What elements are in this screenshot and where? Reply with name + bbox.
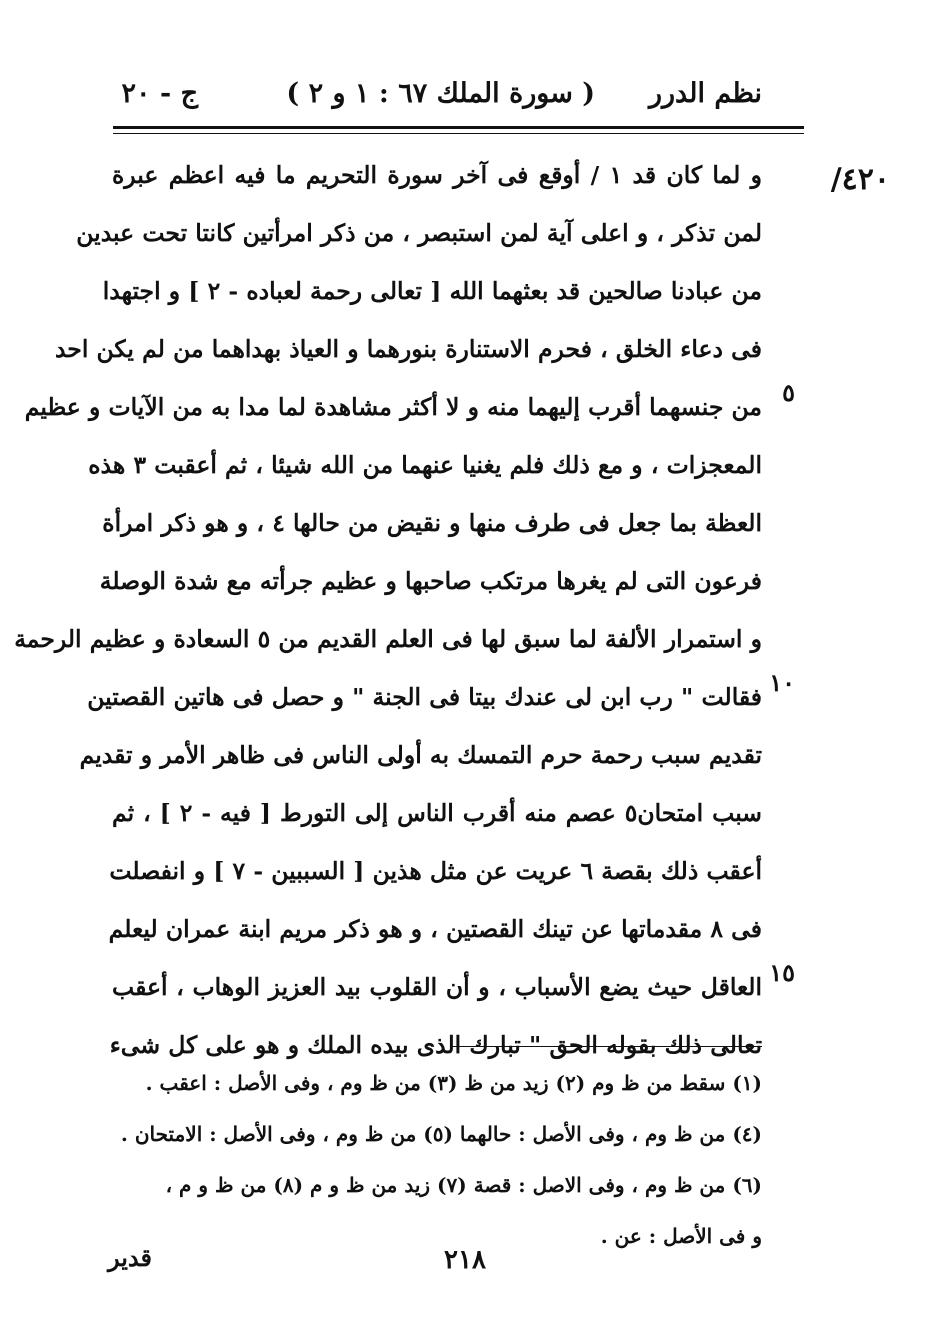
running-title: نظم الدرر <box>648 78 762 109</box>
footnote-line: و فى الأصل : عن . <box>600 1224 762 1248</box>
text-line: و استمرار الألفة لما سبق لها فى العلم القديم من ٥ السعادة و عظيم الرحمة <box>14 625 762 653</box>
surah-reference: ( سورة الملك ٦٧ : ١ و ٢ ) <box>286 78 595 109</box>
footnote-line: (١) سقط من ظ وم (٢) زيد من ظ (٣) من ظ وم ، وفى الأصل : اعقب . <box>145 1071 762 1095</box>
text-line: فى دعاء الخلق ، فحرم الاستنارة بنورهما و العياذ بهداهما من لم يكن احد <box>54 335 762 363</box>
text-line: و لما كان قد ١ / أوقع فى آخر سورة التحريم ما فيه اعظم عبرة <box>112 161 762 189</box>
header-rule <box>113 126 804 129</box>
part-number: ج - ٢٠ <box>121 78 198 109</box>
page-number: ٢١٨ <box>444 1245 486 1275</box>
text-line: من جنسهما أقرب إليهما منه و لا أكثر مشاهدة لما مدا به من الآيات و عظيم <box>24 393 762 421</box>
text-line: أعقب ذلك بقصة ٦ عريت عن مثل هذين [ السببين - ٧ ] و انفصلت <box>109 857 762 885</box>
text-line: فقالت " رب ابن لى عندك بيتا فى الجنة " و حصل فى هاتين القصتين <box>87 683 762 711</box>
text-line: العاقل حيث يضع الأسباب ، و أن القلوب بيد العزيز الوهاب ، أعقب <box>112 973 762 1001</box>
text-line: من عبادنا صالحين قد بعثهما الله [ تعالى رحمة لعباده - ٢ ] و اجتهدا <box>102 277 762 305</box>
line-number-15: ١٥ <box>769 958 795 987</box>
main-text <box>14 146 762 1074</box>
footnote-line: (٤) من ظ وم ، وفى الأصل : حالهما (٥) من ظ وم ، وفى الأصل : الامتحان . <box>120 1122 762 1146</box>
footnote-line: (٦) من ظ وم ، وفى الاصل : قصة (٧) زيد من ظ و م (٨) من ظ و م ، <box>165 1173 762 1197</box>
text-line: تقديم سبب رحمة حرم التمسك به أولى الناس فى ظاهر الأمر و تقديم <box>79 741 762 769</box>
header-rule-thin <box>113 133 804 134</box>
text-line: فرعون التى لم يغرها مرتكب صاحبها و عظيم جرأته مع شدة الوصلة <box>99 567 762 595</box>
text-line: سبب امتحان٥ عصم منه أقرب الناس إلى التورط [ فيه - ٢ ] ، ثم <box>112 799 762 827</box>
catchword: قدير <box>108 1243 152 1272</box>
footnote-rule <box>450 1046 762 1047</box>
line-number-10: ١٠ <box>769 668 795 697</box>
text-line: لمن تذكر ، و اعلى آية لمن استبصر ، من ذكر امرأتين كانتا تحت عبدين <box>76 219 762 247</box>
margin-folio-number: /٤٢٠ <box>830 162 890 197</box>
text-line: المعجزات ، و مع ذلك فلم يغنيا عنهما من الله شيئا ، ثم أعقبت ٣ هذه <box>88 451 762 479</box>
text-line: تعالى ذلك بقوله الحق " تبارك الذى بيده الملك و هو على كل شىء <box>109 1031 762 1059</box>
text-line: فى ٨ مقدماتها عن تينك القصتين ، و هو ذكر مريم ابنة عمران ليعلم <box>108 915 762 943</box>
line-number-5: ٥ <box>782 378 795 407</box>
text-line: العظة بما جعل فى طرف منها و نقيض من حالها ٤ ، و هو ذكر امرأة <box>102 509 762 537</box>
footnotes <box>100 1058 762 1262</box>
